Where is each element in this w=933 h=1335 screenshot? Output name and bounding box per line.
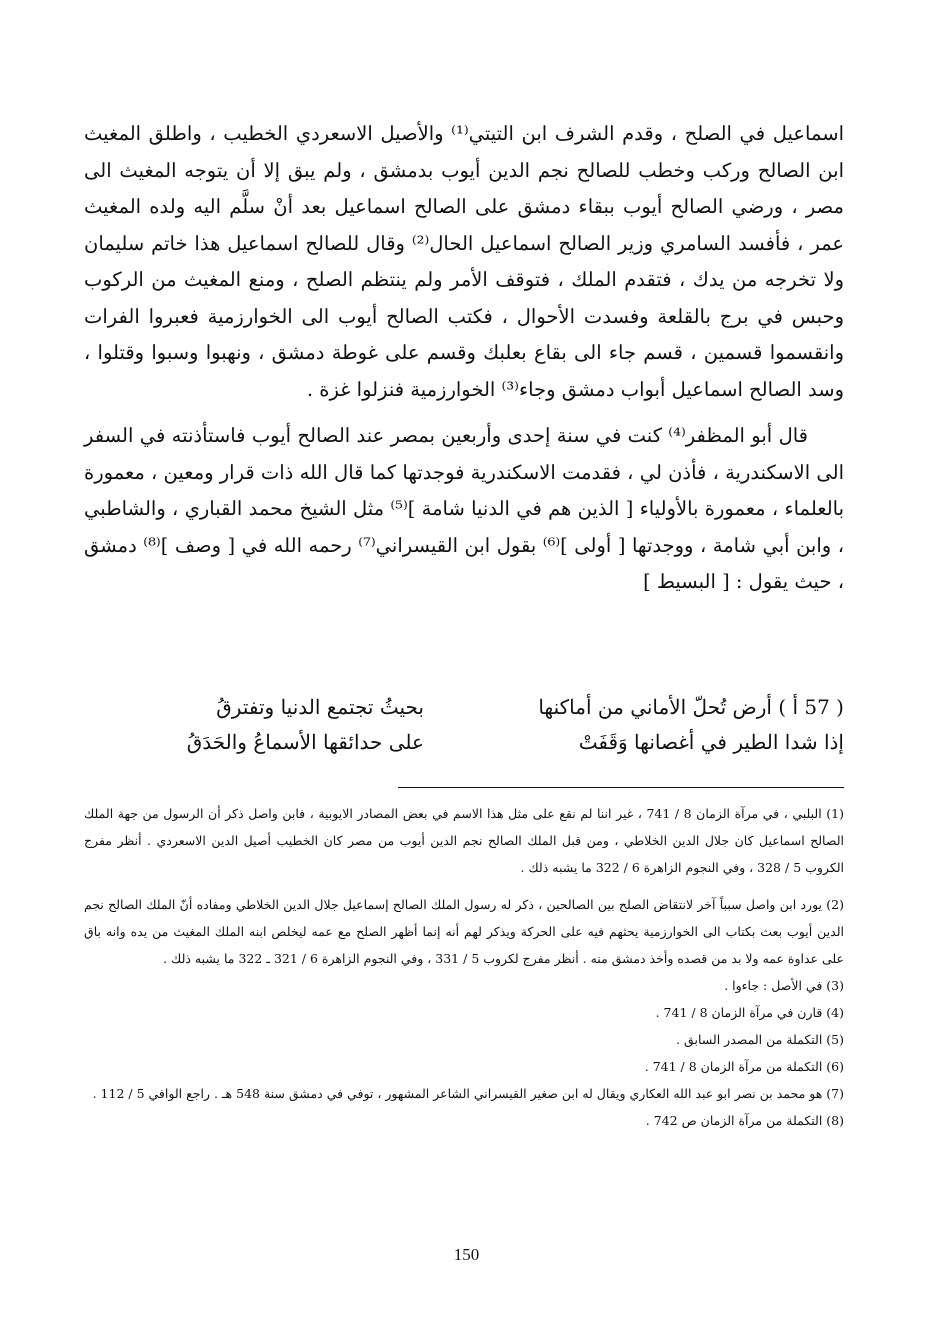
footnote-3: (3) في الأصل : جاءوا . bbox=[724, 978, 844, 993]
page-number: 150 bbox=[453, 1245, 480, 1264]
footnote-8: (8) التكملة من مرآة الزمان ص 742 . bbox=[645, 1113, 844, 1128]
footnote-5: (5) التكملة من المصدر السابق . bbox=[676, 1032, 844, 1047]
poem-verses bbox=[84, 690, 844, 760]
verse-line-2 bbox=[84, 725, 844, 760]
verse-1-first-hemistich: ( 57 أ ) أرض تُحلّ الأماني من أماكنها bbox=[538, 695, 844, 719]
footnote-separator bbox=[398, 787, 844, 788]
footnote-6: (6) التكملة من مرآة الزمان 8 / 741 . bbox=[644, 1059, 844, 1074]
verse-2-second-hemistich: على حدائقها الأسماعُ والحَدَقُ bbox=[186, 730, 424, 754]
verse-1-second-hemistich: بحيثُ تجتمع الدنيا وتفترقُ bbox=[216, 695, 424, 719]
paragraph-1: اسماعيل في الصلح ، وقدم الشرف ابن التيتي⁽¹⁾ والأصيل الاسعردي الخطيب ، واطلق المغيث ابن الصالح وركب وخطب للصالح نجم الدين أيوب بدمشق ، ولم يبق إلا أن يتوجه المغيث الى مصر ، ورضي الصالح أيوب ببقاء دمشق على الصالح اسماعيل بعد أنْ سلَّم اليه ولده المغيث عمر ، فأفسد السامري وزير الصالح اسماعيل الحال⁽²⁾ وقال للصالح اسماعيل هذا خاتم سليمان ولا تخرجه من يدك ، فتقدم الملك ، فتوقف الأمر ولم ينتظم الصلح ، ومنع المغيث من الركوب وحبس في برج بالقلعة وفسدت الأحوال ، فكتب الصالح أيوب الى الخوارزمية فعبروا الفرات وانقسموا قسمين ، قسم جاء الى بقاع بعلبك وقسم على غوطة دمشق ، ونهبوا وسبوا وقتلوا ، وسد الصالح اسماعيل أبواب دمشق وجاء⁽³⁾ الخوارزمية فنزلوا غزة . bbox=[84, 122, 844, 401]
footnote-2: (2) يورد ابن واصل سبباً آخر لانتقاض الصلح بين الصالحين ، ذكر له رسول الملك الصالح إسماعيل جلال الدين الخلاطي ومفاده أنّ الملك الصالح نجم الدين أيوب بعث بكتاب الى الخوارزمية يحثهم فيه على الحركة ويذكر لهم أنه إنما أظهر الصلح مع عمه ليخلص ابنه الملك المغيث من يده وانه باق على عداوة عمه ولا بد من قصده وأخذ دمشق منه . أنظر مفرج لكروب 5 / 331 ، وفي النجوم الزاهرة 6 / 321 ـ 322 ما يشبه ذلك . bbox=[84, 897, 844, 966]
footnote-4: (4) قارن في مرآة الزمان 8 / 741 . bbox=[655, 1005, 844, 1020]
footnote-7: (7) هو محمد بن نصر ابو عبد الله العكاري ويقال له ابن صغير القيسراني الشاعر المشهور ، توفي في دمشق سنة 548 هـ . راجع الوافي 5 / 112 . bbox=[92, 1086, 844, 1101]
main-text bbox=[84, 116, 844, 601]
footnote-1: (1) البلبي ، في مرآة الزمان 8 / 741 ، غير اننا لم نقع على مثل هذا الاسم في بعض المصادر الايوبية ، فابن واصل ذكر أن الرسول من جهة الملك الصالح اسماعيل كان جلال الدين الخلاطي ، ومن قبل الملك الصالح نجم الدين أيوب من مصر كان الخطيب أصيل الدين الاسعردي . أنظر مفرج الكروب 5 / 328 ، وفي النجوم الزاهرة 6 / 322 ما يشبه ذلك . bbox=[84, 806, 844, 875]
footnotes bbox=[84, 800, 844, 1134]
verse-line-1 bbox=[84, 690, 844, 725]
paragraph-2: قال أبو المظفر⁽⁴⁾ كنت في سنة إحدى وأربعين بمصر عند الصالح أيوب فاستأذنته في السفر الى الاسكندرية ، فأذن لي ، فقدمت الاسكندرية فوجدتها كما قال الله ذات قرار ومعين ، معمورة بالعلماء ، معمورة بالأولياء [ الذين هم في الدنيا شامة ]⁽⁵⁾ مثل الشيخ محمد القباري ، والشاطبي ، وابن أبي شامة ، ووجدتها [ أولى ]⁽⁶⁾ بقول ابن القيسراني⁽⁷⁾ رحمه الله في [ وصف ]⁽⁸⁾ دمشق ، حيث يقول : [ البسيط ] bbox=[84, 424, 844, 593]
verse-2-first-hemistich: إذا شدا الطير في أغصانها وَقَفَتْ bbox=[578, 730, 844, 754]
